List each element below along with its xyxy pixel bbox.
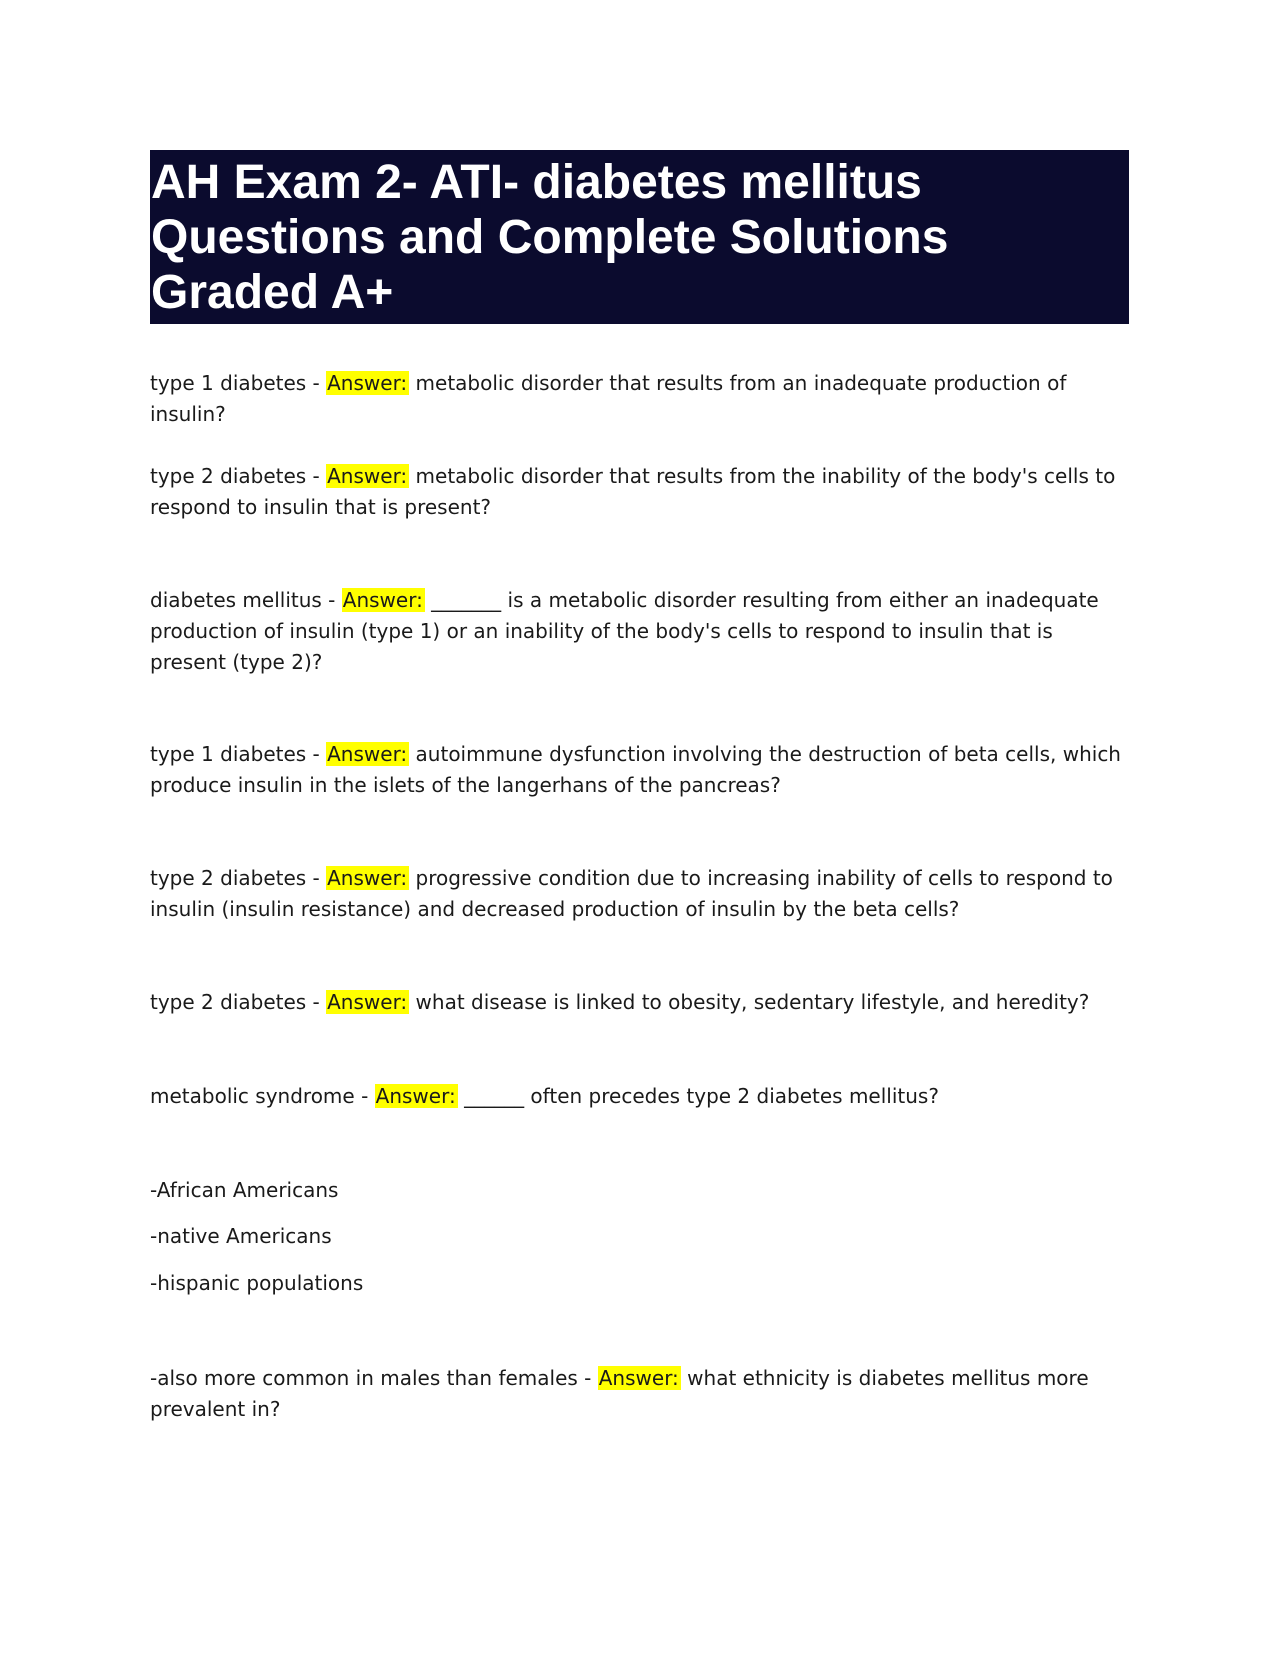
list-item: -native Americans bbox=[150, 1224, 332, 1248]
entry-text: what ethnicity is diabetes mellitus more prevalent in? bbox=[150, 1366, 1089, 1421]
answer-label: Answer: bbox=[342, 588, 423, 612]
answer-label: Answer: bbox=[327, 866, 408, 890]
qa-entry bbox=[150, 863, 1135, 925]
entry-text: metabolic disorder that results from an inadequate production of insulin? bbox=[150, 371, 1067, 426]
answer-label: Answer: bbox=[327, 742, 408, 766]
entry-term: -also more common in males than females - bbox=[150, 1366, 598, 1390]
entry-text: _______ is a metabolic disorder resulting from either an inadequate production of insulin (type 1) or an inability of the body's cells to respond to insulin that is present (type 2)? bbox=[150, 588, 1099, 674]
entry-text: metabolic disorder that results from the inability of the body's cells to respond to insulin that is present? bbox=[150, 464, 1116, 519]
entry-text: progressive condition due to increasing inability of cells to respond to insulin (insulin resistance) and decreased production of insulin by the beta cells? bbox=[150, 866, 1113, 921]
qa-entry bbox=[150, 368, 1135, 430]
entry-term: type 1 diabetes - bbox=[150, 371, 327, 395]
list-item: -African Americans bbox=[150, 1178, 339, 1202]
entry-term: type 2 diabetes - bbox=[150, 990, 327, 1014]
entry-text: ______ often precedes type 2 diabetes mellitus? bbox=[457, 1084, 939, 1108]
qa-entry bbox=[150, 987, 1135, 1018]
answer-label: Answer: bbox=[327, 464, 408, 488]
qa-entry bbox=[150, 1081, 1135, 1112]
document-title-banner bbox=[150, 150, 1129, 324]
entry-term: type 2 diabetes - bbox=[150, 464, 327, 488]
answer-label: Answer: bbox=[327, 371, 408, 395]
list-item: -hispanic populations bbox=[150, 1271, 364, 1295]
answer-label: Answer: bbox=[375, 1084, 456, 1108]
qa-entry bbox=[150, 461, 1135, 523]
entry-term: type 2 diabetes - bbox=[150, 866, 327, 890]
entry-term: diabetes mellitus - bbox=[150, 588, 342, 612]
entry-text: what disease is linked to obesity, sedentary lifestyle, and heredity? bbox=[409, 990, 1090, 1014]
answer-label: Answer: bbox=[598, 1366, 679, 1390]
entry-term: metabolic syndrome - bbox=[150, 1084, 375, 1108]
answer-label: Answer: bbox=[327, 990, 408, 1014]
qa-entry bbox=[150, 585, 1135, 678]
document-title: AH Exam 2- ATI- diabetes mellitus Questions and Complete Solutions Graded A+ bbox=[151, 156, 949, 319]
qa-entry bbox=[150, 739, 1135, 801]
qa-entry bbox=[150, 1363, 1135, 1425]
entry-term: type 1 diabetes - bbox=[150, 742, 327, 766]
entry-text: autoimmune dysfunction involving the destruction of beta cells, which produce insulin in the islets of the langerhans of the pancreas? bbox=[150, 742, 1121, 797]
